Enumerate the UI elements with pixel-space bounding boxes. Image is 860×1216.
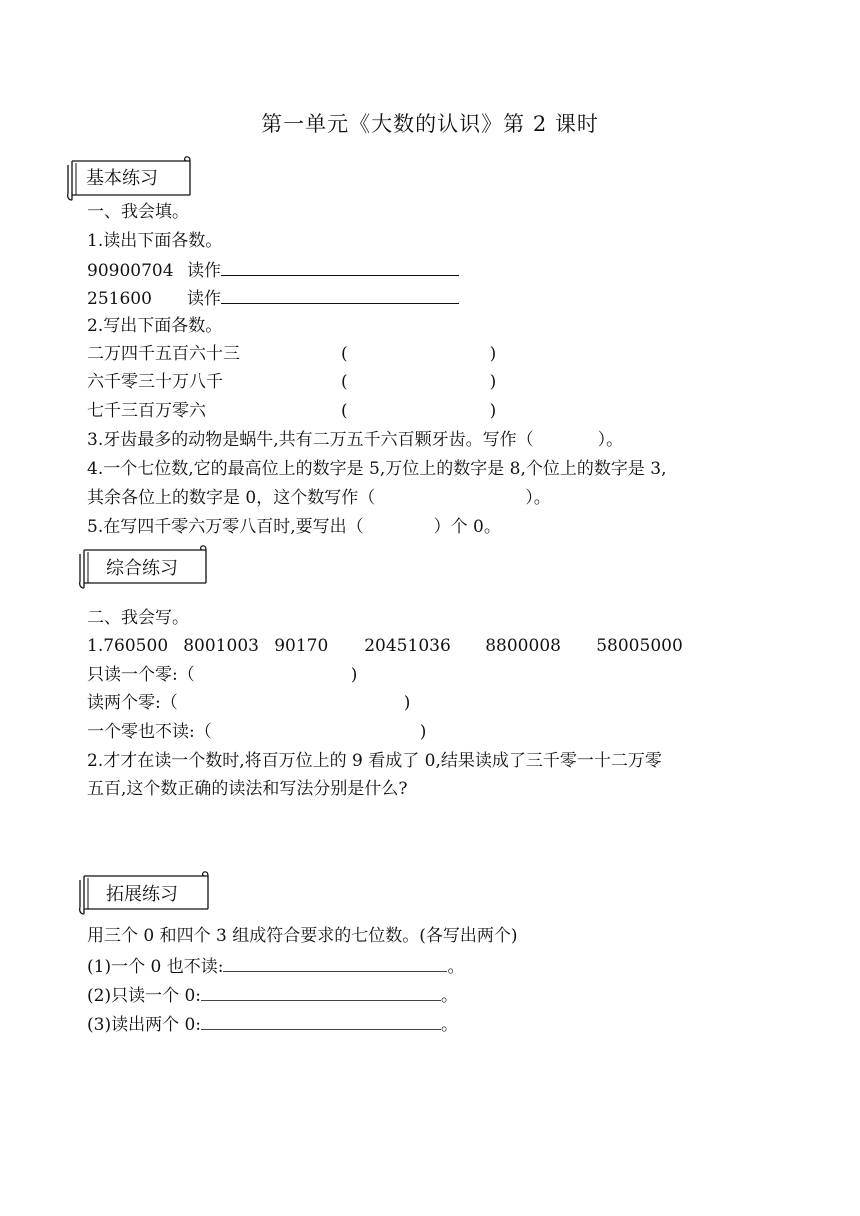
q4-tail: ）。 <box>525 488 551 508</box>
item-tail: 。 <box>441 986 459 1006</box>
item-tail: 。 <box>441 1015 459 1035</box>
answer-blank[interactable] <box>201 983 441 1001</box>
q2-item-3 <box>87 400 496 422</box>
section-header-comprehensive <box>76 545 210 587</box>
chinese-number-text: 二万四千五百六十三 <box>87 344 240 364</box>
page-title: 第一单元《大数的认识》第 2 课时 <box>261 112 599 136</box>
section-header-label: 拓展练习 <box>106 884 178 905</box>
q2-item-1 <box>87 343 496 365</box>
q5-tail: ）个 0。 <box>433 517 501 537</box>
extension-intro: 用三个 0 和四个 3 组成符合要求的七位数。(各写出两个) <box>87 926 518 946</box>
read-no-zero-label: 一个零也不读:（ <box>87 722 212 742</box>
paren-close: ) <box>489 401 497 421</box>
q1-prefix: 1. <box>87 636 104 656</box>
number-3: 90170 <box>274 636 329 656</box>
read-two-zero-row <box>87 692 410 714</box>
numbers-row <box>87 635 683 657</box>
part-two-title: 二、我会写。 <box>87 608 189 628</box>
q5-text: 5.在写四千零六万零八百时,要写出（ <box>87 517 364 537</box>
paren-close: ) <box>419 722 427 742</box>
q3-tail: ）。 <box>597 430 624 450</box>
chinese-number-text: 七千三百万零六 <box>87 401 206 421</box>
q3-text: 3.牙齿最多的动物是蜗牛,共有二万五千六百颗牙齿。写作（ <box>87 430 534 450</box>
q1-item-1 <box>87 258 459 282</box>
number-6: 58005000 <box>596 636 683 656</box>
q2-line-2: 五百,这个数正确的读法和写法分别是什么? <box>87 779 408 799</box>
number-1: 760500 <box>103 636 169 656</box>
q2-line-1: 2.才才在读一个数时,将百万位上的 9 看成了 0,结果读成了三千零一十二万零 <box>87 751 662 771</box>
answer-blank[interactable] <box>201 1012 441 1030</box>
q4-text: 其余各位上的数字是 0，这个数写作（ <box>87 488 376 508</box>
paren-close: ) <box>403 693 411 713</box>
read-no-zero-row <box>87 721 426 743</box>
paren-open: ( <box>341 344 348 364</box>
item-label: (3)读出两个 0: <box>87 1015 202 1035</box>
answer-blank[interactable] <box>223 954 447 972</box>
read-one-zero-row <box>87 664 357 686</box>
paren-close: ) <box>489 372 497 392</box>
q2-title: 2.写出下面各数。 <box>87 316 223 336</box>
number-text: 251600 <box>87 289 152 309</box>
q4-line-2 <box>87 487 551 509</box>
number-text: 90900704 <box>87 261 174 281</box>
number-2: 8001003 <box>183 636 259 656</box>
paren-close: ) <box>350 665 358 685</box>
answer-blank[interactable] <box>221 258 459 276</box>
chinese-number-text: 六千零三十万八千 <box>87 372 223 392</box>
part-one-title: 一、我会填。 <box>87 202 189 222</box>
item-label: (2)只读一个 0: <box>87 986 202 1006</box>
read-label: 读作 <box>187 261 221 281</box>
number-4: 20451036 <box>364 636 451 656</box>
read-two-zero-label: 读两个零:（ <box>87 693 178 713</box>
q2-item-2 <box>87 371 496 393</box>
number-5: 8800008 <box>485 636 561 656</box>
section-header-extension <box>76 871 212 913</box>
extension-item-2 <box>87 983 458 1007</box>
extension-item-3 <box>87 1012 458 1036</box>
q1-item-2 <box>87 286 459 310</box>
paren-open: ( <box>341 372 348 392</box>
q3 <box>87 429 623 451</box>
q4-line-1: 4.一个七位数,它的最高位上的数字是 5,万位上的数字是 8,个位上的数字是 3, <box>87 459 667 479</box>
extension-item-1 <box>87 954 464 978</box>
read-one-zero-label: 只读一个零:（ <box>87 665 195 685</box>
read-label: 读作 <box>187 289 221 309</box>
q5 <box>87 516 501 538</box>
answer-blank[interactable] <box>221 286 459 304</box>
section-header-label: 基本练习 <box>86 168 158 189</box>
item-label: (1)一个 0 也不读: <box>87 957 224 977</box>
item-tail: 。 <box>447 957 465 977</box>
paren-close: ) <box>489 344 497 364</box>
paren-open: ( <box>341 401 348 421</box>
section-header-label: 综合练习 <box>106 558 178 579</box>
q1-title: 1.读出下面各数。 <box>87 231 223 251</box>
section-header-basic <box>64 155 196 197</box>
